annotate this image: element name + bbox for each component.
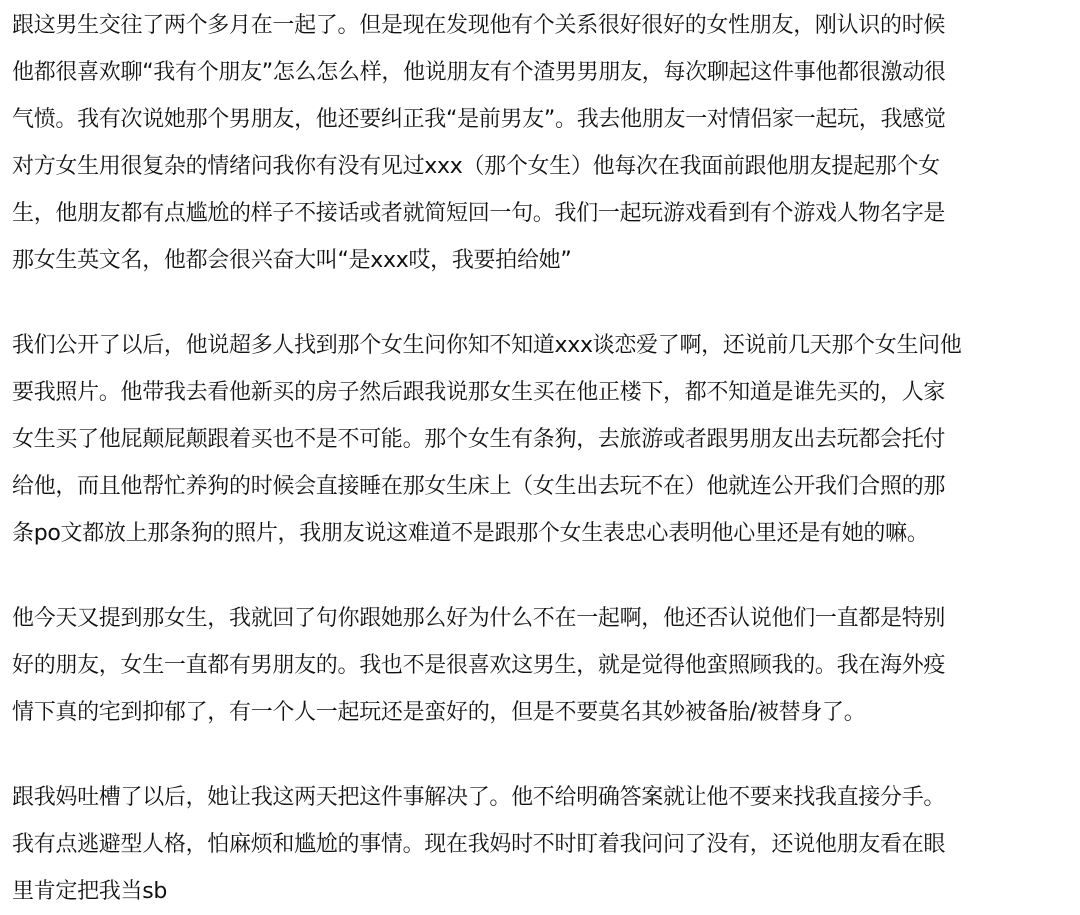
paragraph-2	[12, 322, 1080, 557]
paragraph-spacer	[12, 736, 1080, 774]
text-line: 生，他朋友都有点尴尬的样子不接话或者就简短回一句。我们一起玩游戏看到有个游戏人物名字是	[12, 201, 946, 226]
text-line: 对方女生用很复杂的情绪问我你有没有见过xxx（那个女生）他每次在我面前跟他朋友提起那个女	[12, 154, 940, 179]
text-line: 要我照片。他带我去看他新买的房子然后跟我说那女生买在他正楼下，都不知道是谁先买的，人家	[12, 380, 946, 405]
text-line: 他都很喜欢聊“我有个朋友”怎么怎么样，他说朋友有个渣男男朋友，每次聊起这件事他都很激动很	[12, 60, 946, 85]
text-line: 他今天又提到那女生，我就回了句你跟她那么好为什么不在一起啊，他还否认说他们一直都是特别	[12, 606, 946, 631]
paragraph-1	[12, 2, 1080, 284]
text-line: 里肯定把我当sb	[12, 879, 168, 904]
text-line: 好的朋友，女生一直都有男朋友的。我也不是很喜欢这男生，就是觉得他蛮照顾我的。我在海外疫	[12, 653, 946, 678]
text-line: 跟这男生交往了两个多月在一起了。但是现在发现他有个关系很好很好的女性朋友，刚认识的时候	[12, 13, 946, 38]
text-line: 那女生英文名，他都会很兴奋大叫“是xxx哎，我要拍给她”	[12, 248, 572, 273]
paragraph-4	[12, 774, 1080, 915]
paragraph-3	[12, 595, 1080, 736]
text-line: 我们公开了以后，他说超多人找到那个女生问你知不知道xxx谈恋爱了啊，还说前几天那个女生问他	[12, 333, 962, 358]
text-line: 气愤。我有次说她那个男朋友，他还要纠正我“是前男友”。我去他朋友一对情侣家一起玩，我感觉	[12, 107, 946, 132]
text-line: 跟我妈吐槽了以后，她让我这两天把这件事解决了。他不给明确答案就让他不要来找我直接分手。	[12, 785, 946, 810]
text-line: 给他，而且他帮忙养狗的时候会直接睡在那女生床上（女生出去玩不在）他就连公开我们合照的那	[12, 474, 946, 499]
paragraph-spacer	[12, 557, 1080, 595]
text-line: 条po文都放上那条狗的照片，我朋友说这难道不是跟那个女生表忠心表明他心里还是有她的嘛。	[12, 521, 929, 546]
text-line: 我有点逃避型人格，怕麻烦和尴尬的事情。现在我妈时不时盯着我问问了没有，还说他朋友看在眼	[12, 832, 946, 857]
post-body	[0, 2, 1080, 904]
paragraph-spacer	[12, 284, 1080, 322]
text-line: 女生买了他屁颠屁颠跟着买也不是不可能。那个女生有条狗，去旅游或者跟男朋友出去玩都会托付	[12, 427, 946, 452]
text-line: 情下真的宅到抑郁了，有一个人一起玩还是蛮好的，但是不要莫名其妙被备胎/被替身了。	[12, 700, 866, 725]
